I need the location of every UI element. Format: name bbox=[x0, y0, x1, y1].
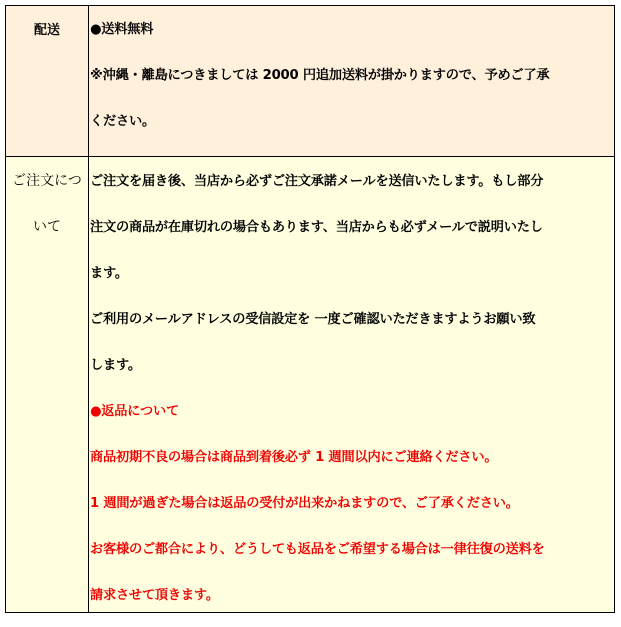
order-text-line: ご利用のメールアドレスの受信設定を 一度ご確認いただきますようお願い致 bbox=[90, 312, 536, 327]
order-label bbox=[6, 157, 89, 612]
order-label-line1: ご注文につ bbox=[12, 173, 82, 189]
order-text-line: します。 bbox=[90, 358, 141, 373]
returns-text-line: お客様のご都合により、どうしても返品をご希望する場合は一律往復の送料を bbox=[90, 542, 545, 557]
okinawa-fee-line: ※沖縄・離島につきましては 2000 円追加送料が掛かりますので、予めご了承 bbox=[90, 68, 550, 83]
info-table bbox=[5, 5, 615, 613]
shipping-row bbox=[6, 6, 614, 157]
order-content bbox=[90, 157, 612, 612]
shipping-content bbox=[90, 6, 612, 156]
returns-text-line: 請求させて頂きます。 bbox=[90, 588, 219, 603]
shipping-label: 配送 bbox=[6, 6, 89, 156]
order-row bbox=[6, 157, 614, 612]
order-text-line: ます。 bbox=[90, 266, 128, 281]
returns-heading: ●返品について bbox=[90, 404, 179, 419]
order-text-line: ご注文を届き後、当店から必ずご注文承諾メールを送信いたします。もし部分 bbox=[90, 174, 544, 189]
returns-text-line: 商品初期不良の場合は商品到着後必ず 1 週間以内にご連絡ください。 bbox=[90, 450, 498, 465]
order-label-line2: いて bbox=[33, 219, 61, 235]
okinawa-fee-line-cont: ください。 bbox=[90, 114, 155, 129]
returns-text-line: 1 週間が過ぎた場合は返品の受付が出来かねますので、ご了承ください。 bbox=[90, 496, 519, 511]
free-shipping-line: ●送料無料 bbox=[90, 22, 154, 37]
order-text-line: 注文の商品が在庫切れの場合もあります、当店からも必ずメールで説明いたし bbox=[90, 220, 543, 235]
